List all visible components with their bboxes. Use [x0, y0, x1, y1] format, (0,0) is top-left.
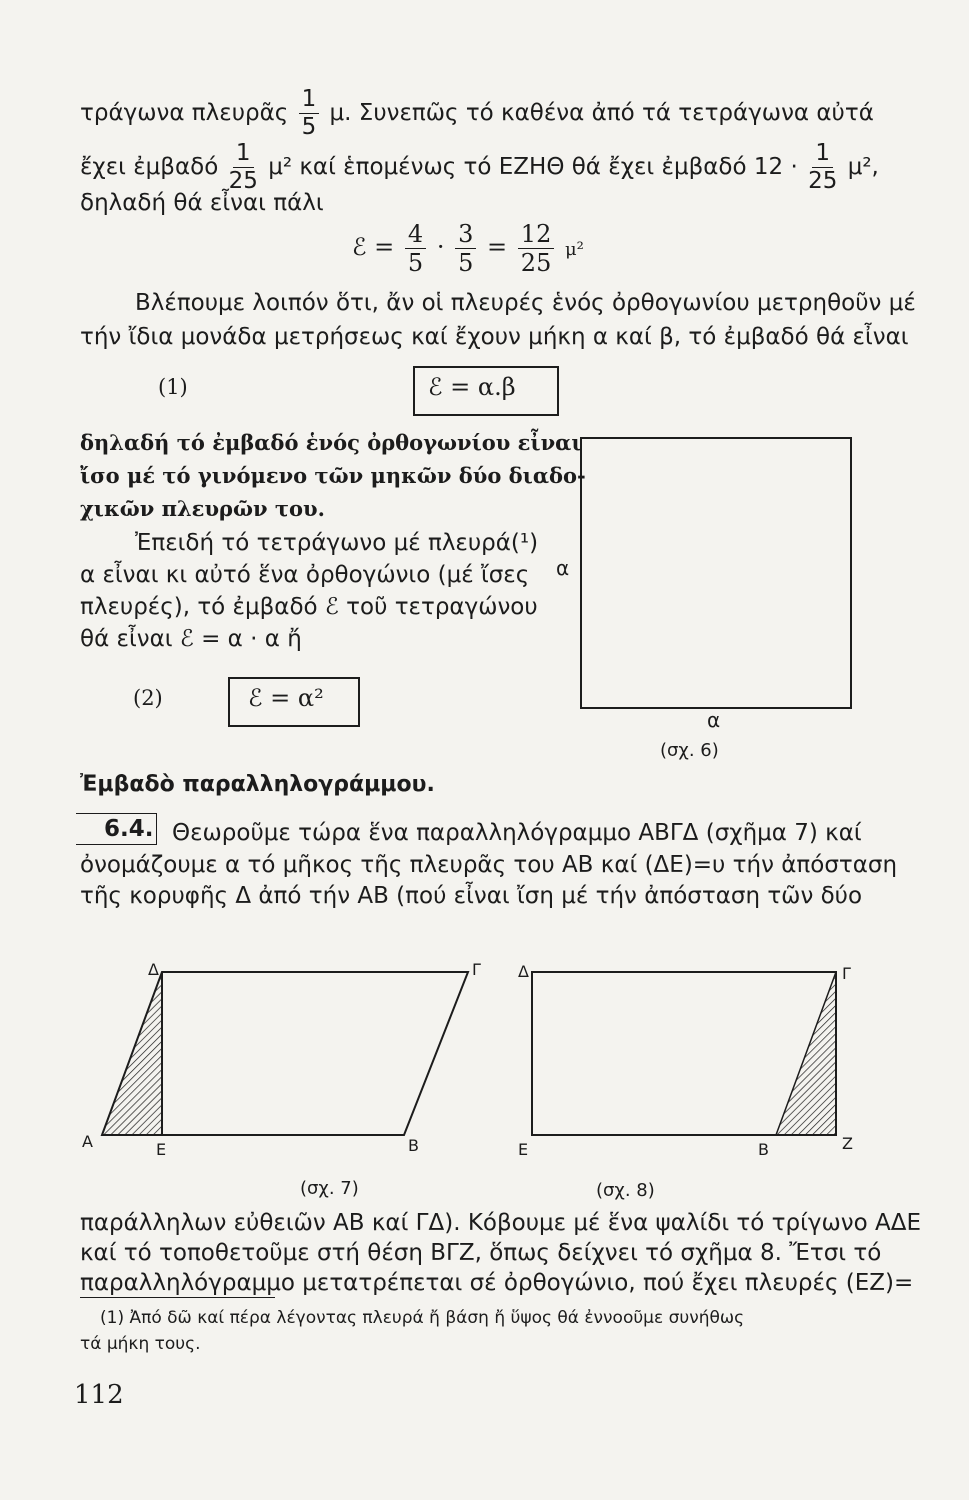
formula-operator: =	[487, 233, 508, 261]
fraction	[518, 222, 555, 275]
parallelogram-figure	[80, 960, 480, 1160]
text-line: παραλληλόγραμμο μετατρέπεται σέ ὀρθογώνιο, πού ἔχει πλευρές (ΕΖ)=	[80, 1270, 914, 1296]
figure-caption: (σχ. 8)	[596, 1180, 655, 1201]
vertex-label: Γ	[472, 960, 481, 979]
fraction-numerator: 1	[812, 142, 833, 168]
fraction	[455, 222, 476, 275]
vertex-label: Ε	[156, 1140, 167, 1159]
text-fragment: ἔχει ἐμβαδό	[80, 154, 219, 180]
text-fragment: μ² καί ἑπομένως τό ΕΖΗΘ θά ἔχει ἐμβαδό 12 ·	[268, 154, 798, 180]
text-fragment: τράγωνα πλευρᾶς	[80, 100, 289, 126]
fraction-denominator: 25	[808, 168, 838, 194]
text-fragment: μ²,	[847, 154, 879, 180]
text-line	[80, 142, 879, 193]
formula-unit: μ²	[564, 239, 584, 260]
side-label: α	[707, 708, 721, 732]
vertex-label: Δ	[518, 962, 529, 981]
fraction-denominator: 25	[520, 249, 552, 277]
text-line: Βλέπουμε λοιπόν ὅτι, ἄν οἱ πλευρές ἑνός ὀρθογωνίου μετρηθοῦν μέ	[135, 290, 916, 316]
formula-square-area: ℰ = α²	[248, 684, 324, 712]
formula-rect-area: ℰ = α.β	[428, 373, 516, 401]
formula-number: (2)	[133, 686, 163, 710]
fraction	[808, 142, 837, 193]
text-line	[80, 88, 874, 139]
text-line: τήν ἴδια μονάδα μετρήσεως καί ἔχουν μήκη α καί β, τό ἐμβαδό θά εἶναι	[80, 324, 909, 350]
fraction-numerator: 3	[455, 222, 476, 249]
text-line: παράλληλων εὐθειῶν ΑΒ καί ΓΔ). Κόβουμε μέ ἕνα ψαλίδι τό τρίγωνο ΑΔΕ	[80, 1210, 921, 1236]
vertex-label: Γ	[842, 964, 851, 983]
fraction-denominator: 5	[458, 249, 474, 277]
fraction	[299, 88, 320, 139]
fraction-numerator: 4	[405, 222, 426, 249]
formula-lhs: ℰ =	[352, 233, 395, 261]
fraction-numerator: 12	[518, 222, 555, 249]
text-line: Θεωροῦμε τώρα ἕνα παραλληλόγραμμο ΑΒΓΔ (σχῆμα 7) καί	[172, 820, 862, 846]
definition-line: χικῶν πλευρῶν του.	[80, 496, 325, 521]
vertex-label: Β	[408, 1136, 419, 1155]
text-line: Ἐπειδή τό τετράγωνο μέ πλευρά(¹)	[135, 530, 539, 556]
fraction-numerator: 1	[233, 142, 254, 168]
hatched-triangle	[776, 972, 836, 1135]
definition-line: δηλαδή τό ἐμβαδό ἑνός ὀρθογωνίου εἶναι	[80, 430, 582, 455]
fraction-denominator: 5	[301, 114, 317, 140]
text-line: θά εἶναι ℰ = α · α ἤ	[80, 626, 302, 652]
text-line: πλευρές), τό ἐμβαδό ℰ τοῦ τετραγώνου	[80, 594, 538, 620]
fraction-denominator: 25	[228, 168, 258, 194]
section-title: Ἐμβαδὸ παραλληλογράμμου.	[80, 772, 435, 797]
footnote-line: (1) Ἀπό δῶ καί πέρα λέγοντας πλευρά ἤ βάση ἤ ὕψος θά ἐννοοῦμε συνήθως	[100, 1308, 745, 1328]
fraction-numerator: 1	[299, 88, 320, 114]
text-line: α εἶναι κι αὐτό ἕνα ὀρθογώνιο (μέ ἴσες	[80, 562, 530, 588]
vertex-label: Δ	[148, 960, 159, 979]
side-label: α	[556, 556, 570, 580]
fraction-denominator: 5	[407, 249, 424, 277]
square-figure	[580, 437, 852, 709]
vertex-label: Ε	[518, 1140, 529, 1159]
page-number: 112	[74, 1380, 124, 1410]
figure-caption: (σχ. 7)	[300, 1178, 359, 1199]
definition-line: ἴσο μέ τό γινόμενο τῶν μηκῶν δύο διαδο-	[80, 463, 586, 488]
figure-caption: (σχ. 6)	[660, 740, 719, 761]
formula-number: (1)	[158, 375, 188, 399]
vertex-label: Α	[82, 1132, 93, 1151]
vertex-label: Ζ	[842, 1134, 853, 1153]
area-formula	[352, 222, 584, 275]
fraction	[405, 222, 426, 275]
text-line: καί τό τοποθετοῦμε στή θέση ΒΓΖ, ὅπως δείχνει τό σχῆμα 8. Ἔτσι τό	[80, 1240, 882, 1266]
fraction	[229, 142, 258, 193]
text-line: ὀνομάζουμε α τό μῆκος τῆς πλευρᾶς του ΑΒ καί (ΔΕ)=υ τήν ἀπόσταση	[80, 852, 898, 878]
text-line: τῆς κορυφῆς Δ ἀπό τήν ΑΒ (πού εἶναι ἴση μέ τήν ἀπόσταση τῶν δύο	[80, 883, 863, 909]
footnote-line: τά μήκη τους.	[80, 1334, 201, 1354]
vertex-label: Β	[758, 1140, 769, 1159]
footnote-rule	[80, 1297, 275, 1298]
formula-operator: ·	[436, 233, 445, 261]
rectangle-figure	[520, 960, 850, 1160]
text-line: δηλαδή θά εἶναι πάλι	[80, 190, 324, 216]
text-fragment: μ. Συνεπῶς τό καθένα ἀπό τά τετράγωνα αὐτά	[329, 100, 874, 126]
section-number: 6.4.	[104, 816, 154, 842]
